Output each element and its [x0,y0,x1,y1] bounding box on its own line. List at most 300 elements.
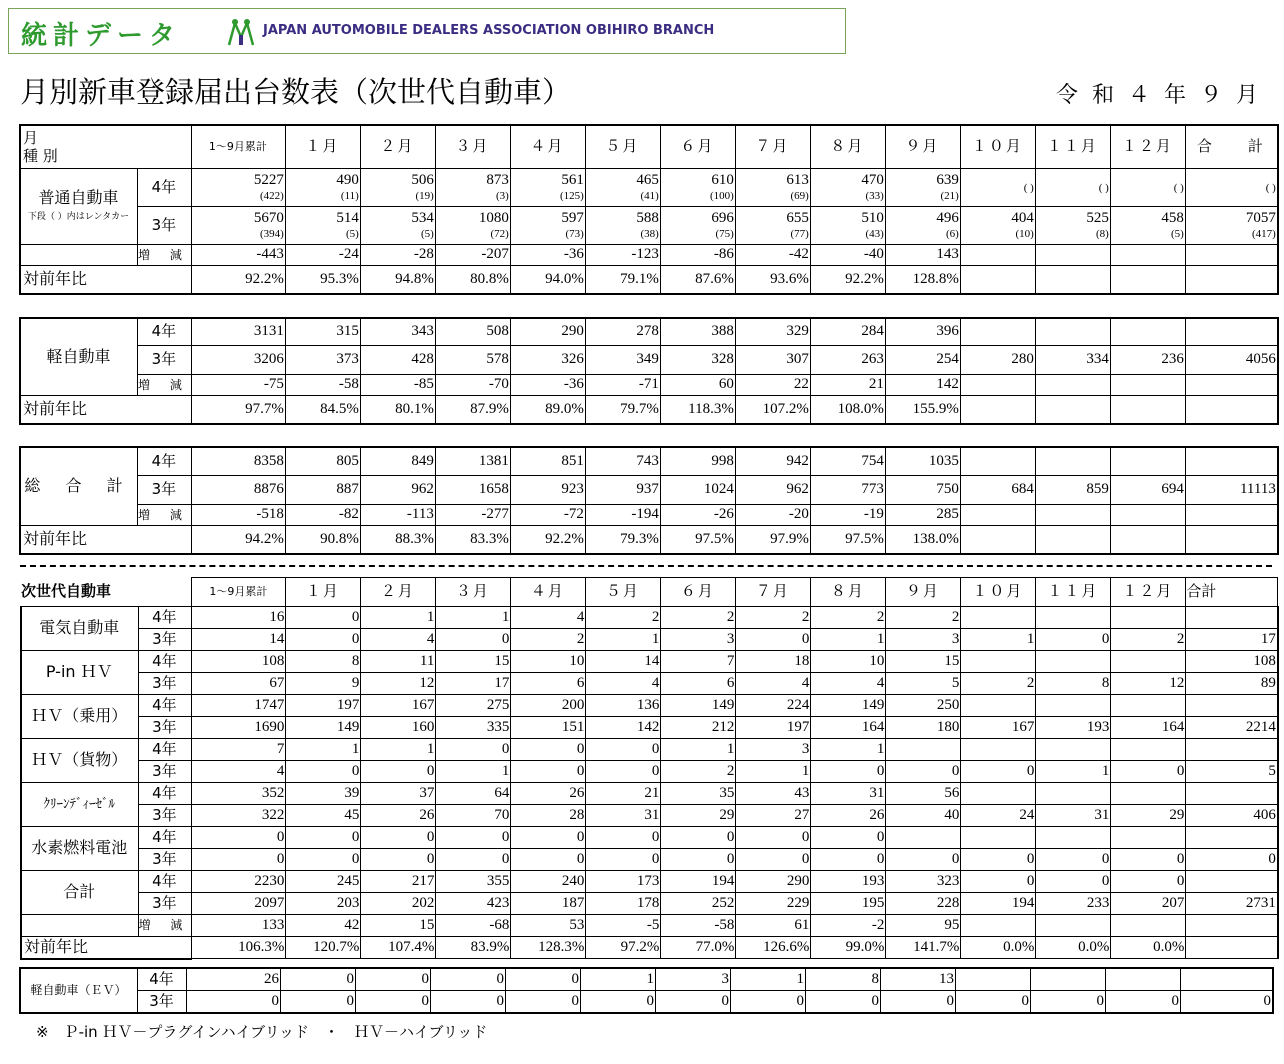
year-label: 4年 [138,871,192,893]
cell-value: 696 [711,209,734,226]
cumulative-cell [192,783,286,805]
month-cell [811,893,886,915]
cell-value: 0 [651,850,660,867]
month-cell [1035,505,1110,526]
month-cell [511,739,586,761]
month-cell [585,505,660,526]
rental-value: (38) [640,227,659,240]
cell-value: 252 [711,894,735,911]
cumulative-cell [191,476,285,505]
month-cell [286,915,361,937]
cell-value: -82 [338,506,359,523]
cell-value: 278 [636,323,659,340]
month-cell [886,607,961,629]
diff-label: 増 減 [138,915,192,937]
month-cell [510,448,585,476]
month-cell [886,805,961,827]
cell-value: -19 [863,506,884,523]
month-cell [586,761,661,783]
month-cell [585,526,660,554]
rental-value: (5) [421,227,434,240]
cell-value: 0 [1101,872,1110,889]
cell-value: 79.3% [620,530,659,547]
month-cell [736,915,811,937]
cell-value: 233 [1086,894,1110,911]
year-label: 3年 [138,207,192,245]
cell-value: 0 [501,630,510,647]
total-ratio-row [21,526,1278,554]
cell-value: 352 [261,784,285,801]
month-cell [1111,783,1186,805]
month-cell [1110,266,1185,294]
next-gen-y3-row [21,893,1278,915]
cell-value: 5 [951,674,960,691]
cell-value: 508 [486,323,509,340]
cell-value: 254 [936,351,959,368]
cell-value: 0 [496,970,504,987]
cell-value: 610 [711,171,734,188]
month-cell [736,937,811,959]
month-cell [586,673,661,695]
month-cell [735,448,810,476]
cell-value: 2 [651,608,660,625]
cell-value: 525 [1086,209,1109,226]
month-cell [736,805,811,827]
month-cell [885,245,960,266]
cell-value: 77.0% [695,938,735,955]
cell-value: 851 [561,452,584,469]
cell-value: 0 [351,850,360,867]
month-cell [285,448,360,476]
cell-value: 694 [1161,481,1184,498]
cell-value: 0 [801,828,810,845]
cumulative-cell [192,717,286,739]
cell-value: 138.0% [912,530,959,547]
year-label: 3年 [138,849,192,871]
cell-value: -207 [481,246,509,263]
month-cell [661,871,736,893]
cell-value: 224 [786,696,810,713]
month-cell [735,319,810,346]
month-cell [586,893,661,915]
next-gen-y3-row [21,673,1278,695]
cell-value: 3 [721,970,729,987]
ratio-label: 対前年比 [21,937,192,959]
cell-value: 8 [1101,674,1110,691]
total-cell [1186,761,1278,783]
cell-value: 99.0% [845,938,885,955]
month-cell [661,761,736,783]
month-cell [285,169,360,207]
next-gen-header-row [21,578,1278,607]
month-cell [360,319,435,346]
cell-value: -85 [413,376,434,393]
cell-value: 15 [419,916,435,933]
month-cell [585,207,660,245]
month-cell [960,375,1035,396]
month-cell [886,739,961,761]
cell-value: 207 [1161,894,1185,911]
rental-value: ( ) [1098,181,1109,194]
cell-value: -86 [713,246,734,263]
cell-value: 149 [711,696,735,713]
cell-value: 396 [936,323,959,340]
page-title: 月別新車登録届出台数表（次世代自動車） [20,75,572,109]
month-cell [285,207,360,245]
month-cell [511,893,586,915]
cumulative-cell [192,673,286,695]
cell-value: -42 [788,246,809,263]
cumulative-header: 1～9月累計 [191,126,285,169]
month-cell [361,849,436,871]
total-cell [1181,969,1273,991]
cell-value: 67 [269,674,285,691]
cell-value: 26 [869,806,885,823]
cell-value: 0 [871,992,879,1009]
month-cell [961,915,1036,937]
cell-value: 141.7% [913,938,960,955]
cell-value: 0 [346,970,354,987]
cell-value: 4 [876,674,885,691]
year-label: 3年 [138,346,192,375]
month-cell [1035,476,1110,505]
month-cell [436,717,511,739]
cell-value: 750 [936,481,959,498]
total-header: 合 計 [1185,126,1277,169]
cumulative-cell [192,915,286,937]
month-cell [735,505,810,526]
month-cell [1036,937,1111,959]
month-cell [660,526,735,554]
month-cell [885,319,960,346]
month-cell [361,827,436,849]
cell-value: 136 [636,696,660,713]
month-cell [1110,476,1185,505]
month-cell [436,893,511,915]
cell-value: 80.8% [470,270,509,287]
total-cell [1185,375,1277,396]
month-cell [1110,375,1185,396]
cell-value: 22 [793,376,809,393]
month-cell [1035,266,1110,294]
total-cell [1186,827,1278,849]
light-vehicle-table [20,318,1278,424]
month-cell [436,651,511,673]
month-header: １０月 [961,578,1036,607]
month-cell [1035,375,1110,396]
month-cell [361,783,436,805]
cell-value: 0 [796,992,804,1009]
year-label: 4年 [138,319,192,346]
cell-value: 240 [561,872,585,889]
cell-value: 0 [951,850,960,867]
cell-value: 142 [936,376,959,393]
cell-value: 290 [786,872,810,889]
cell-value: 236 [1161,351,1184,368]
cumulative-cell [192,607,286,629]
cell-value: 2 [1176,630,1185,647]
month-cell [1111,893,1186,915]
month-cell [585,319,660,346]
cell-value: 128.3% [538,938,585,955]
month-cell [660,505,735,526]
rental-value: (5) [346,227,359,240]
month-cell [961,761,1036,783]
month-cell [436,915,511,937]
year-label: 3年 [138,476,192,505]
month-cell [660,346,735,375]
cell-value: 307 [786,351,809,368]
month-cell [661,673,736,695]
cell-value: 0 [271,992,279,1009]
month-cell [1110,346,1185,375]
month-cell [811,673,886,695]
month-cell [1110,505,1185,526]
month-cell [436,783,511,805]
cell-value: 534 [411,209,434,226]
month-cell [506,969,581,991]
month-header: ８月 [810,126,885,169]
cumulative-cell [191,207,285,245]
cell-value: 61 [794,916,810,933]
grand-total-table [20,447,1278,554]
month-header: ２月 [361,578,436,607]
month-cell [510,245,585,266]
month-cell [810,266,885,294]
cell-value: 14 [269,630,285,647]
month-header: ５月 [586,578,661,607]
month-cell [361,651,436,673]
cumulative-cell [192,893,286,915]
month-cell [736,717,811,739]
total-cell [1185,526,1277,554]
total-diff-row [21,505,1278,526]
month-cell [360,207,435,245]
cell-value: -24 [338,246,359,263]
next-gen-y3-row [21,717,1278,739]
cell-value: 0 [351,630,360,647]
cell-value: 31 [1094,806,1110,823]
cell-value: 6 [576,674,585,691]
cell-value: -58 [338,376,359,393]
month-header: ９月 [885,126,960,169]
month-cell [810,505,885,526]
month-cell [885,526,960,554]
rental-value: (43) [865,227,884,240]
month-cell [285,245,360,266]
month-cell [886,629,961,651]
cell-value: 3 [951,630,960,647]
cell-value: 92.2% [845,270,884,287]
month-cell [1035,396,1110,424]
cell-value: 284 [861,323,884,340]
cell-value: -194 [631,506,659,523]
cell-value: 280 [1011,351,1034,368]
cell-value: 1 [1101,762,1110,779]
cell-value: 26 [569,784,585,801]
cell-value: 15 [494,652,510,669]
cell-value: 2731 [1245,894,1276,911]
banner [8,8,846,54]
month-header: ４月 [511,578,586,607]
cell-value: 45 [344,806,360,823]
month-cell [811,739,886,761]
total-cell [1185,505,1277,526]
cell-value: 0 [501,828,510,845]
month-cell [281,991,356,1013]
month-cell [1111,673,1186,695]
rental-value: (33) [865,189,884,202]
month-cell [356,969,431,991]
month-cell [586,629,661,651]
cell-value: 0 [346,992,354,1009]
cell-value: 7 [276,740,285,757]
cell-value: 0 [946,992,954,1009]
month-cell [735,375,810,396]
month-cell [1110,319,1185,346]
cell-value: 0.0% [1153,938,1185,955]
cell-value: 4 [801,674,810,691]
cell-value: 1 [501,608,510,625]
cumulative-cell [192,805,286,827]
month-cell [885,169,960,207]
cell-value: 0 [426,850,435,867]
month-cell [511,849,586,871]
cell-value: 0 [421,970,429,987]
month-cell [436,629,511,651]
light-ev-label: 軽自動車（ＥＶ） [21,969,138,1013]
cell-value: 1 [801,762,810,779]
month-cell [961,937,1036,959]
cell-value: 0 [726,850,735,867]
cell-value: -58 [714,916,735,933]
cell-value: 458 [1161,209,1184,226]
cell-value: 490 [336,171,359,188]
cell-value: 17 [494,674,510,691]
cell-value: 193 [1086,718,1110,735]
cell-value: 465 [636,171,659,188]
light-ev-y3-row [21,991,1273,1013]
month-cell [811,629,886,651]
cell-value: 2 [876,608,885,625]
month-cell [660,266,735,294]
cell-value: 12 [1169,674,1185,691]
cell-value: 2 [1026,674,1035,691]
cell-value: -443 [256,246,284,263]
cell-value: 80.1% [395,400,434,417]
month-cell [961,827,1036,849]
month-cell [660,375,735,396]
cell-value: 40 [944,806,960,823]
month-cell [1111,717,1186,739]
cell-value: 0 [571,970,579,987]
month-cell [961,871,1036,893]
month-cell [1036,739,1111,761]
cell-value: 89 [1260,674,1276,691]
cell-value: 0 [1171,992,1179,1009]
cell-value: 0 [801,850,810,867]
month-cell [1035,448,1110,476]
corner-month-label: 月 [23,129,39,147]
cell-value: 506 [411,171,434,188]
cell-value: 0 [351,828,360,845]
month-cell [286,893,361,915]
cell-value: 149 [861,696,885,713]
cell-value: 326 [561,351,584,368]
year-label: 3年 [138,629,192,651]
cell-value: -72 [563,506,584,523]
month-cell [1111,629,1186,651]
month-cell [656,969,731,991]
month-cell [736,651,811,673]
month-cell [511,761,586,783]
next-gen-category-label: 合計 [21,871,138,915]
diff-label: 増 減 [138,245,192,266]
total-cell [1185,476,1277,505]
month-header: １０月 [960,126,1035,169]
month-cell [360,526,435,554]
month-cell [886,761,961,783]
cumulative-cell [191,245,285,266]
month-cell [511,629,586,651]
month-cell [360,245,435,266]
cell-value: 149 [336,718,360,735]
cell-value: 1024 [703,481,734,498]
month-cell [511,651,586,673]
month-cell [361,915,436,937]
month-cell [886,849,961,871]
month-cell [735,245,810,266]
month-cell [960,476,1035,505]
cell-value: 0 [876,850,885,867]
cell-value: 5 [1268,762,1276,779]
month-cell [961,849,1036,871]
cell-value: -71 [638,376,659,393]
month-cell [961,805,1036,827]
cell-value: 120.7% [313,938,360,955]
cell-value: 126.6% [763,938,810,955]
corner-type-label: 種 別 [23,147,58,165]
ratio-label: 対前年比 [21,526,192,554]
month-cell [886,871,961,893]
cell-value: 10 [869,652,885,669]
rental-value: ( ) [1265,181,1276,194]
month-cell [510,319,585,346]
cell-value: 90.8% [320,530,359,547]
cell-value: 428 [411,351,434,368]
year-label: 3年 [138,805,192,827]
month-cell [1106,991,1181,1013]
year-label: 4年 [138,169,192,207]
cell-value: 0 [651,740,660,757]
total-cell [1186,651,1278,673]
cell-value: 106.3% [238,938,285,955]
cell-value: 108 [261,652,285,669]
month-cell [960,526,1035,554]
month-cell [731,969,806,991]
cell-value: 84.5% [320,400,359,417]
month-cell [1036,783,1111,805]
cell-value: 178 [636,894,660,911]
cell-value: 1 [646,970,654,987]
cell-value: 203 [336,894,360,911]
cell-value: 21 [868,376,884,393]
cell-value: 0 [501,850,510,867]
rental-value: (75) [715,227,734,240]
month-cell [286,871,361,893]
cell-value: 2 [726,608,735,625]
month-cell [510,375,585,396]
